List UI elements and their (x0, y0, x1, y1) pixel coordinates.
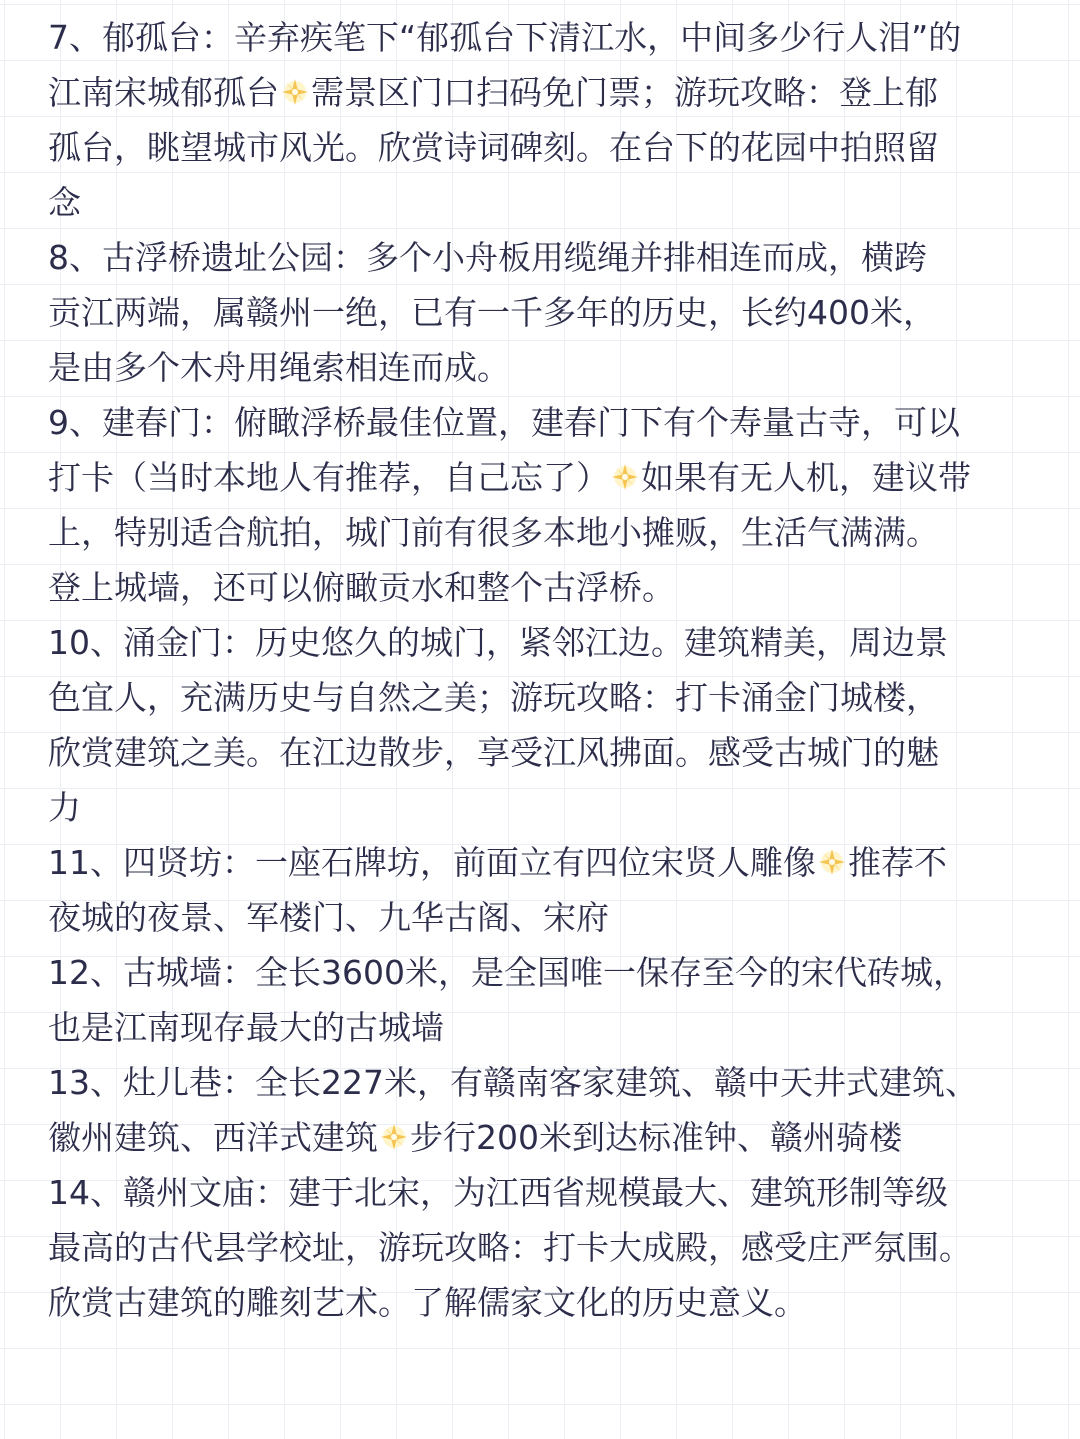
text-line-18 (48, 945, 1058, 1000)
line-text: 力 (48, 788, 81, 827)
line-text: 10、涌金门：历史悠久的城门，紧邻江边。建筑精美，周边景 (48, 623, 948, 662)
text-line-1 (48, 10, 1058, 65)
text-line-4 (48, 175, 1058, 230)
line-text: 夜城的夜景、军楼门、九华古阁、宋府 (48, 898, 609, 937)
text-line-5 (48, 230, 1058, 285)
text-line-11 (48, 560, 1058, 615)
text-line-17 (48, 890, 1058, 945)
text-line-22 (48, 1165, 1058, 1220)
line-text: 打卡（当时本地人有推荐，自己忘了） (48, 458, 609, 497)
line-text: 色宜人，充满历史与自然之美；游玩攻略：打卡涌金门城楼， (48, 678, 939, 717)
line-text: 步行200米到达标准钟、赣州骑楼 (410, 1118, 902, 1157)
text-line-14 (48, 725, 1058, 780)
line-text: 9、建春门：俯瞰浮桥最佳位置，建春门下有个寿量古寺，可以 (48, 403, 960, 442)
line-text: 江南宋城郁孤台 (48, 73, 279, 112)
line-text: 8、古浮桥遗址公园：多个小舟板用缆绳并排相连而成，横跨 (48, 238, 927, 277)
text-line-23 (48, 1220, 1058, 1275)
text-line-12 (48, 615, 1058, 670)
line-text: 登上城墙，还可以俯瞰贡水和整个古浮桥。 (48, 568, 675, 607)
sparkle-star-icon (817, 847, 847, 877)
line-text: 最高的古代县学校址，游玩攻略：打卡大成殿，感受庄严氛围。 (48, 1228, 972, 1267)
text-line-24 (48, 1275, 1058, 1330)
line-text: 12、古城墙：全长3600米，是全国唯一保存至今的宋代砖城， (48, 953, 966, 992)
text-line-13 (48, 670, 1058, 725)
line-text: 14、赣州文庙：建于北宋，为江西省规模最大、建筑形制等级 (48, 1173, 948, 1212)
note-body (48, 10, 1058, 1330)
line-text: 13、灶儿巷：全长227米，有赣南客家建筑、赣中天井式建筑、 (48, 1063, 978, 1102)
line-text: 念 (48, 183, 81, 222)
line-text: 需景区门口扫码免门票；游玩攻略：登上郁 (311, 73, 938, 112)
line-text: 贡江两端，属赣州一绝，已有一千多年的历史，长约400米， (48, 293, 936, 332)
text-line-9 (48, 450, 1058, 505)
line-text: 是由多个木舟用绳索相连而成。 (48, 348, 510, 387)
line-text: 上，特别适合航拍，城门前有很多本地小摊贩，生活气满满。 (48, 513, 939, 552)
text-line-6 (48, 285, 1058, 340)
sparkle-star-icon (280, 77, 310, 107)
text-line-2 (48, 65, 1058, 120)
text-line-21 (48, 1110, 1058, 1165)
text-line-3 (48, 120, 1058, 175)
text-line-20 (48, 1055, 1058, 1110)
text-line-15 (48, 780, 1058, 835)
sparkle-star-icon (379, 1122, 409, 1152)
text-line-16 (48, 835, 1058, 890)
line-text: 孤台，眺望城市风光。欣赏诗词碑刻。在台下的花园中拍照留 (48, 128, 939, 167)
line-text: 徽州建筑、西洋式建筑 (48, 1118, 378, 1157)
sparkle-star-icon (610, 462, 640, 492)
line-text: 推荐不 (848, 843, 947, 882)
line-text: 欣赏古建筑的雕刻艺术。了解儒家文化的历史意义。 (48, 1283, 807, 1322)
line-text: 11、四贤坊：一座石牌坊，前面立有四位宋贤人雕像 (48, 843, 816, 882)
line-text: 欣赏建筑之美。在江边散步，享受江风拂面。感受古城门的魅 (48, 733, 939, 772)
text-line-8 (48, 395, 1058, 450)
text-line-7 (48, 340, 1058, 395)
text-line-10 (48, 505, 1058, 560)
line-text: 7、郁孤台：辛弃疾笔下“郁孤台下清江水，中间多少行人泪”的 (48, 18, 962, 57)
line-text: 也是江南现存最大的古城墙 (48, 1008, 444, 1047)
text-line-19 (48, 1000, 1058, 1055)
line-text: 如果有无人机，建议带 (641, 458, 971, 497)
